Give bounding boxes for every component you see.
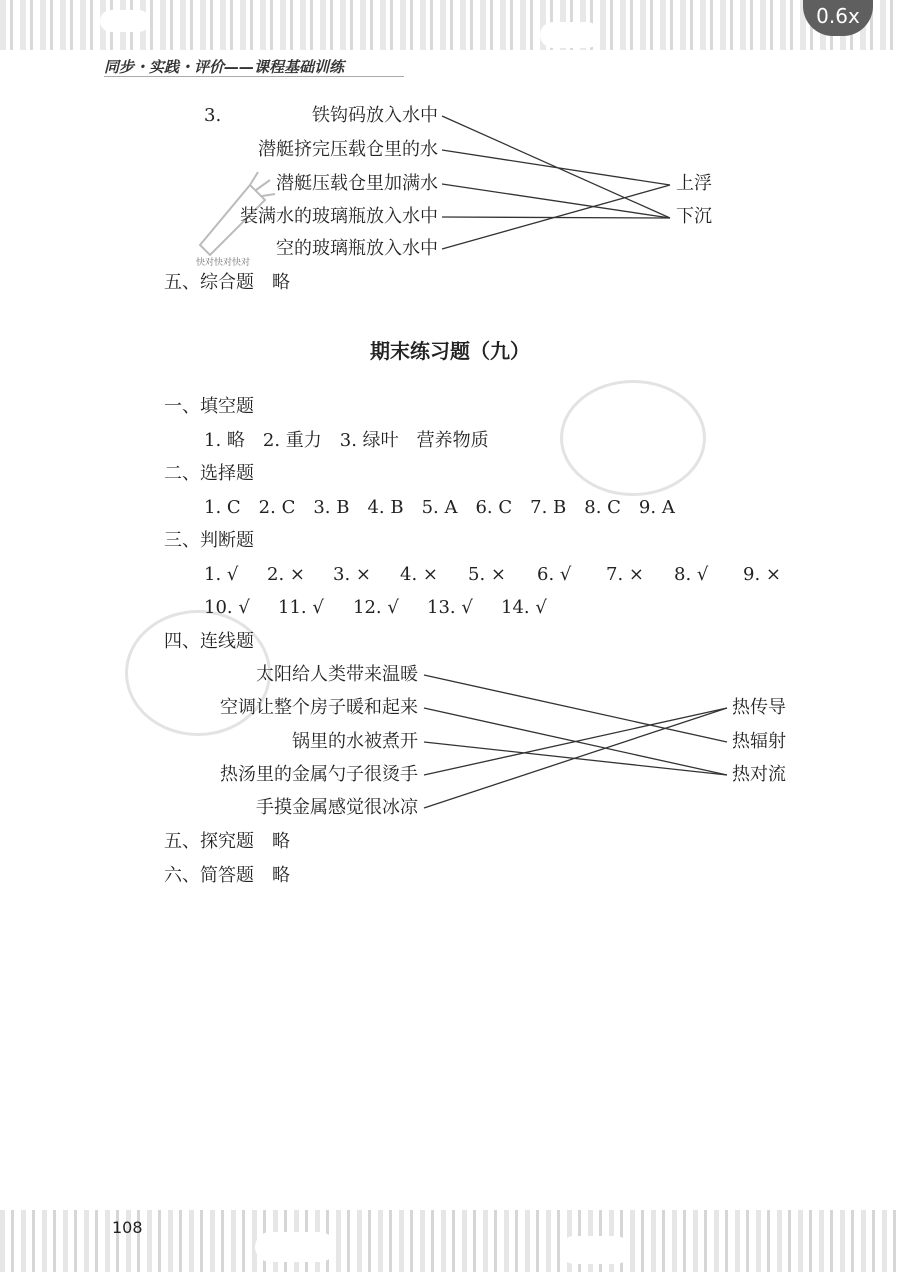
match-left-item: 锅里的水被煮开 [292,731,418,752]
match-number: 3. [204,105,222,126]
judge-answer: 10. √ [204,597,250,618]
judge-answer: 11. √ [278,597,324,618]
section-heading: 一、填空题 [164,396,254,417]
header-title: 同步・实践・评价——课程基础训练 [104,58,345,76]
match-line [424,708,727,808]
section-heading: 三、判断题 [164,530,254,551]
judge-answer: 4. × [400,564,438,585]
match-right-item: 热对流 [732,764,786,785]
page-number: 108 [112,1218,143,1237]
judge-answer: 14. √ [501,597,547,618]
match-right-item: 热辐射 [732,731,786,752]
judge-answer: 5. × [468,564,506,585]
match-left-item: 热汤里的金属勺子很烫手 [220,764,418,785]
match-left-item: 手摸金属感觉很冰凉 [256,797,418,818]
zoom-level-badge[interactable]: 0.6x [803,0,873,36]
watermark-tag: 快对快对快对 [196,258,251,268]
judge-answer: 12. √ [353,597,399,618]
match-left-item: 铁钩码放入水中 [312,105,438,126]
match-left-item: 空调让整个房子暖和起来 [220,697,418,718]
match-left-item: 太阳给人类带来温暖 [256,664,418,685]
match-line [424,675,727,742]
judge-answer: 3. × [333,564,371,585]
section-heading: 二、选择题 [164,463,254,484]
judge-answer: 6. √ [537,564,572,585]
judge-answer: 9. × [743,564,781,585]
judge-answer: 2. × [267,564,305,585]
match-right-item: 下沉 [676,206,712,227]
section-explore: 五、探究题 略 [164,831,290,852]
match-left-item: 空的玻璃瓶放入水中 [276,238,438,259]
judge-answer: 13. √ [427,597,473,618]
section-answers: 1. C 2. C 3. B 4. B 5. A 6. C 7. B 8. C 9. A [204,497,675,518]
section-short-answer: 六、简答题 略 [164,865,290,886]
judge-answer: 7. × [606,564,644,585]
judge-answer: 8. √ [674,564,709,585]
judge-answer: 1. √ [204,564,239,585]
match-right-item: 上浮 [676,173,712,194]
match-left-item: 潜艇压载仓里加满水 [276,173,438,194]
section-comprehensive: 五、综合题 略 [164,272,290,293]
match-right-item: 热传导 [732,697,786,718]
section-heading: 四、连线题 [164,631,254,652]
section-answers: 1. 略 2. 重力 3. 绿叶 营养物质 [204,430,489,451]
match-left-item: 潜艇挤完压载仓里的水 [258,139,438,160]
match-left-item: 装满水的玻璃瓶放入水中 [240,206,438,227]
page-title: 期末练习题（九） [370,339,530,363]
